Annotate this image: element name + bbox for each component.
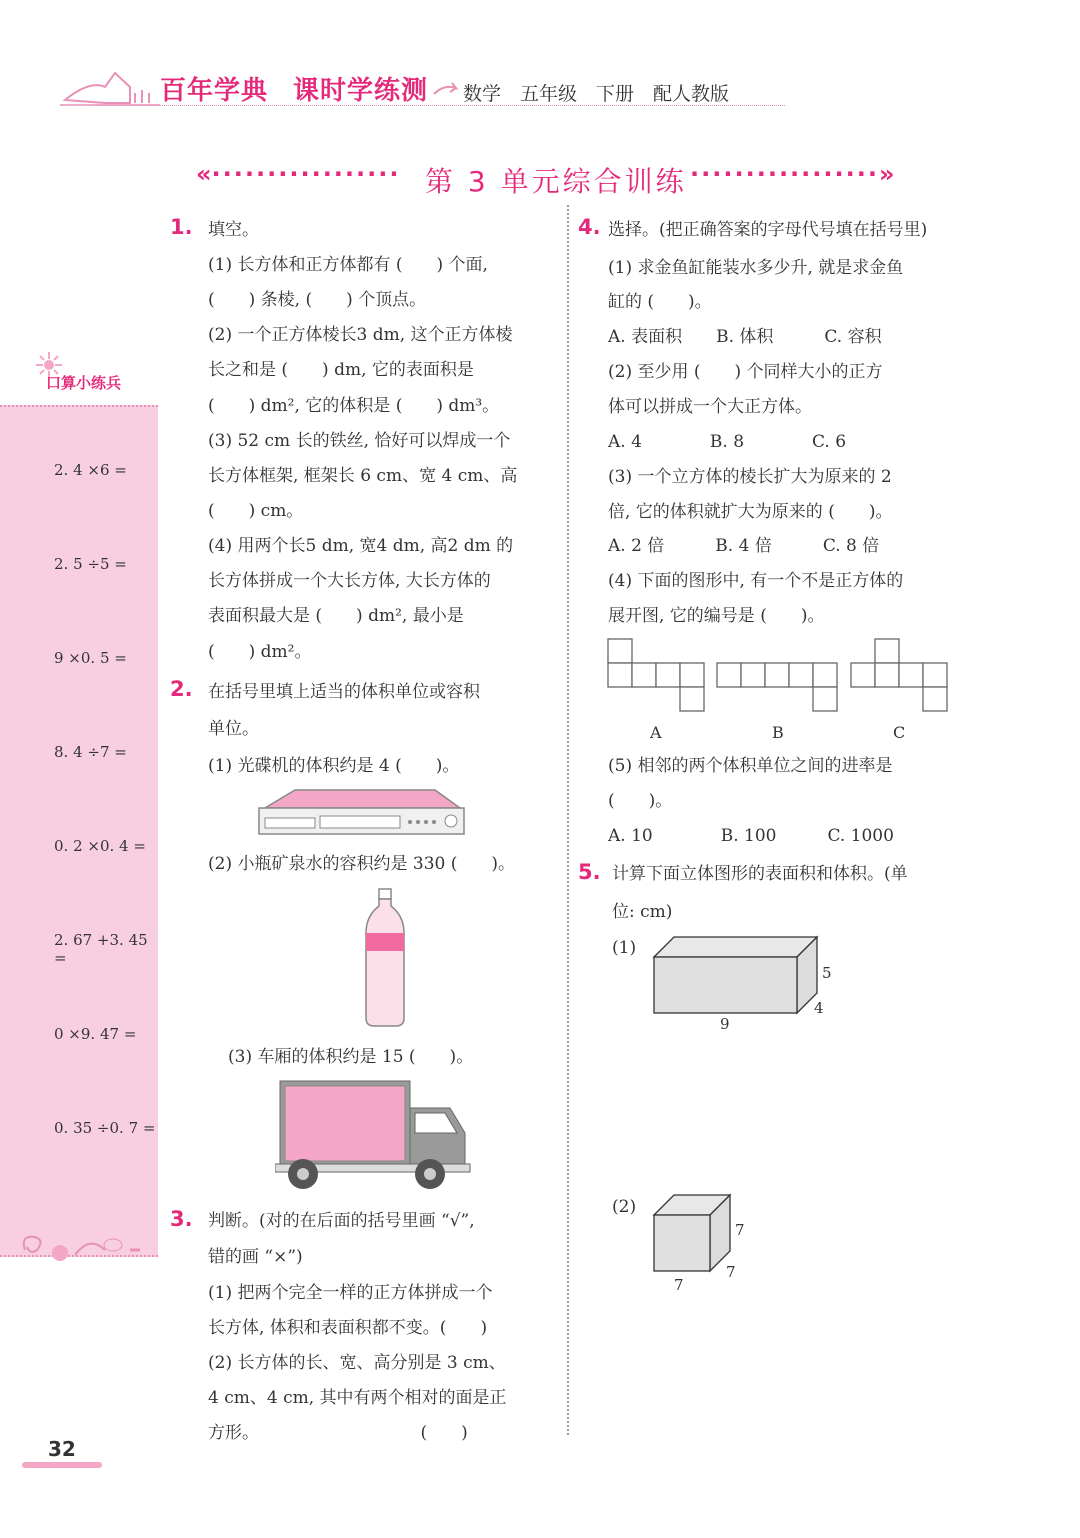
cuboid-figure (650, 935, 820, 1015)
unit-title: 第 3 单元综合训练 (425, 165, 687, 198)
mental-math-item: 0 ×9. 47 = (54, 1025, 137, 1043)
q1-line: 长方体拼成一个大长方体, 大长方体的 (208, 571, 491, 591)
q1-line: ( ) dm², 它的体积是 ( ) dm³。 (208, 396, 500, 416)
page-number-bar (22, 1462, 102, 1468)
q4-options: A. 2 倍 B. 4 倍 C. 8 倍 (608, 536, 880, 556)
q4-line: ( )。 (608, 791, 673, 811)
cuboid-height: 5 (822, 964, 832, 982)
q4-line: (4) 下面的图形中, 有一个不是正方体的 (608, 571, 904, 591)
q2-line: 在括号里填上适当的体积单位或容积 (208, 682, 480, 702)
page-number: 32 (48, 1437, 76, 1461)
q4-line: 倍, 它的体积就扩大为原来的 ( )。 (608, 502, 893, 522)
q3-line: 长方体, 体积和表面积都不变。( ) (208, 1318, 488, 1338)
q1-line: ( ) cm。 (208, 501, 304, 521)
brand-name: 百年学典 (160, 76, 269, 106)
q3-line: (2) 长方体的长、宽、高分别是 3 cm、 (208, 1353, 506, 1373)
q1-line: (2) 一个正方体棱长3 dm, 这个正方体棱 (208, 325, 513, 345)
q2-item-3: (3) 车厢的体积约是 15 ( )。 (228, 1047, 474, 1067)
q4-line: (5) 相邻的两个体积单位之间的进率是 (608, 756, 893, 776)
q4-line: (2) 至少用 ( ) 个同样大小的正方 (608, 362, 883, 382)
column-divider (567, 205, 569, 1435)
mental-math-item: 8. 4 ÷7 = (54, 743, 127, 761)
q1-line: (3) 52 cm 长的铁丝, 恰好可以焊成一个 (208, 431, 511, 451)
water-bottle-image (362, 888, 408, 1028)
header (0, 60, 1080, 120)
mental-math-item: 0. 35 ÷0. 7 = (54, 1119, 156, 1137)
net-label-a: A (650, 723, 662, 742)
mental-math-item: 9 ×0. 5 = (54, 649, 127, 667)
q4-options: A. 表面积 B. 体积 C. 容积 (608, 327, 882, 347)
arrow-icon (432, 80, 460, 100)
subject-info: 数学 五年级 下册 配人教版 (463, 83, 730, 105)
q1-line: 长之和是 ( ) dm, 它的表面积是 (208, 360, 474, 380)
swirl-decoration (15, 1225, 145, 1270)
question-2-number: 2. (170, 677, 193, 701)
q3-line: 错的画 “×”) (208, 1247, 303, 1267)
dvd-player-image (255, 788, 467, 840)
q3-line: 方形。 ( ) (208, 1423, 468, 1443)
mental-math-item: 2. 5 ÷5 = (54, 555, 127, 573)
question-1-number: 1. (170, 215, 193, 239)
q1-line: 长方体框架, 框架长 6 cm、宽 4 cm、高 (208, 466, 518, 486)
cube-edge-b: 7 (735, 1221, 745, 1239)
mental-math-sidebar (0, 405, 158, 1257)
cube-edge-a: 7 (674, 1276, 684, 1294)
q4-line: 体可以拼成一个大正方体。 (608, 397, 812, 417)
cuboid-length: 9 (720, 1015, 730, 1033)
q5-fig2-label: (2) (612, 1197, 637, 1217)
cuboid-width: 4 (814, 999, 824, 1017)
q1-line: 表面积最大是 ( ) dm², 最小是 (208, 606, 464, 626)
question-1-title: 填空。 (208, 220, 259, 240)
title-right-decoration: ·················» (690, 160, 895, 188)
house-icon (60, 65, 160, 110)
q2-line: 单位。 (208, 719, 259, 739)
cube-edge-c: 7 (726, 1263, 736, 1281)
q4-options: A. 4 B. 8 C. 6 (608, 432, 847, 452)
q1-line: (4) 用两个长5 dm, 宽4 dm, 高2 dm 的 (208, 536, 514, 556)
q3-line: 4 cm、4 cm, 其中有两个相对的面是正 (208, 1388, 507, 1408)
question-5-number: 5. (578, 860, 601, 884)
truck-image (275, 1078, 475, 1193)
mental-math-item: 0. 2 ×0. 4 = (54, 837, 146, 855)
title-left-decoration: «················· (196, 160, 401, 188)
sidebar-label: 口算小练兵 (46, 374, 122, 392)
question-3-number: 3. (170, 1207, 193, 1231)
q2-item-2: (2) 小瓶矿泉水的容积约是 330 ( )。 (208, 854, 516, 874)
brand-series: 课时学练测 (293, 76, 429, 106)
question-4-title: 选择。(把正确答案的字母代号填在括号里) (608, 220, 928, 240)
q5-line: 位: cm) (612, 902, 673, 922)
q5-fig1-label: (1) (612, 938, 637, 958)
q2-item-1: (1) 光碟机的体积约是 4 ( )。 (208, 756, 460, 776)
cube-figure (650, 1193, 732, 1273)
net-label-b: B (772, 723, 784, 742)
q3-line: 判断。(对的在后面的括号里画 “√”, (208, 1211, 475, 1231)
q4-options: A. 10 B. 100 C. 1000 (608, 826, 894, 846)
mental-math-item: 2. 4 ×6 = (54, 461, 127, 479)
q1-line: ( ) dm²。 (208, 642, 312, 662)
q4-line: (1) 求金鱼缸能装水多少升, 就是求金鱼 (608, 258, 904, 278)
q4-line: 缸的 ( )。 (608, 292, 712, 312)
q1-line: (1) 长方体和正方体都有 ( ) 个面, (208, 255, 488, 275)
q1-line: ( ) 条棱, ( ) 个顶点。 (208, 290, 427, 310)
q3-line: (1) 把两个完全一样的正方体拼成一个 (208, 1283, 493, 1303)
question-4-number: 4. (578, 215, 601, 239)
mental-math-item: 2. 67 +3. 45 = (54, 931, 148, 967)
net-label-c: C (893, 723, 906, 742)
q5-line: 计算下面立体图形的表面积和体积。(单 (612, 864, 908, 884)
q4-line: 展开图, 它的编号是 ( )。 (608, 606, 825, 626)
q4-line: (3) 一个立方体的棱长扩大为原来的 2 (608, 467, 892, 487)
cube-nets-figure (600, 635, 960, 720)
